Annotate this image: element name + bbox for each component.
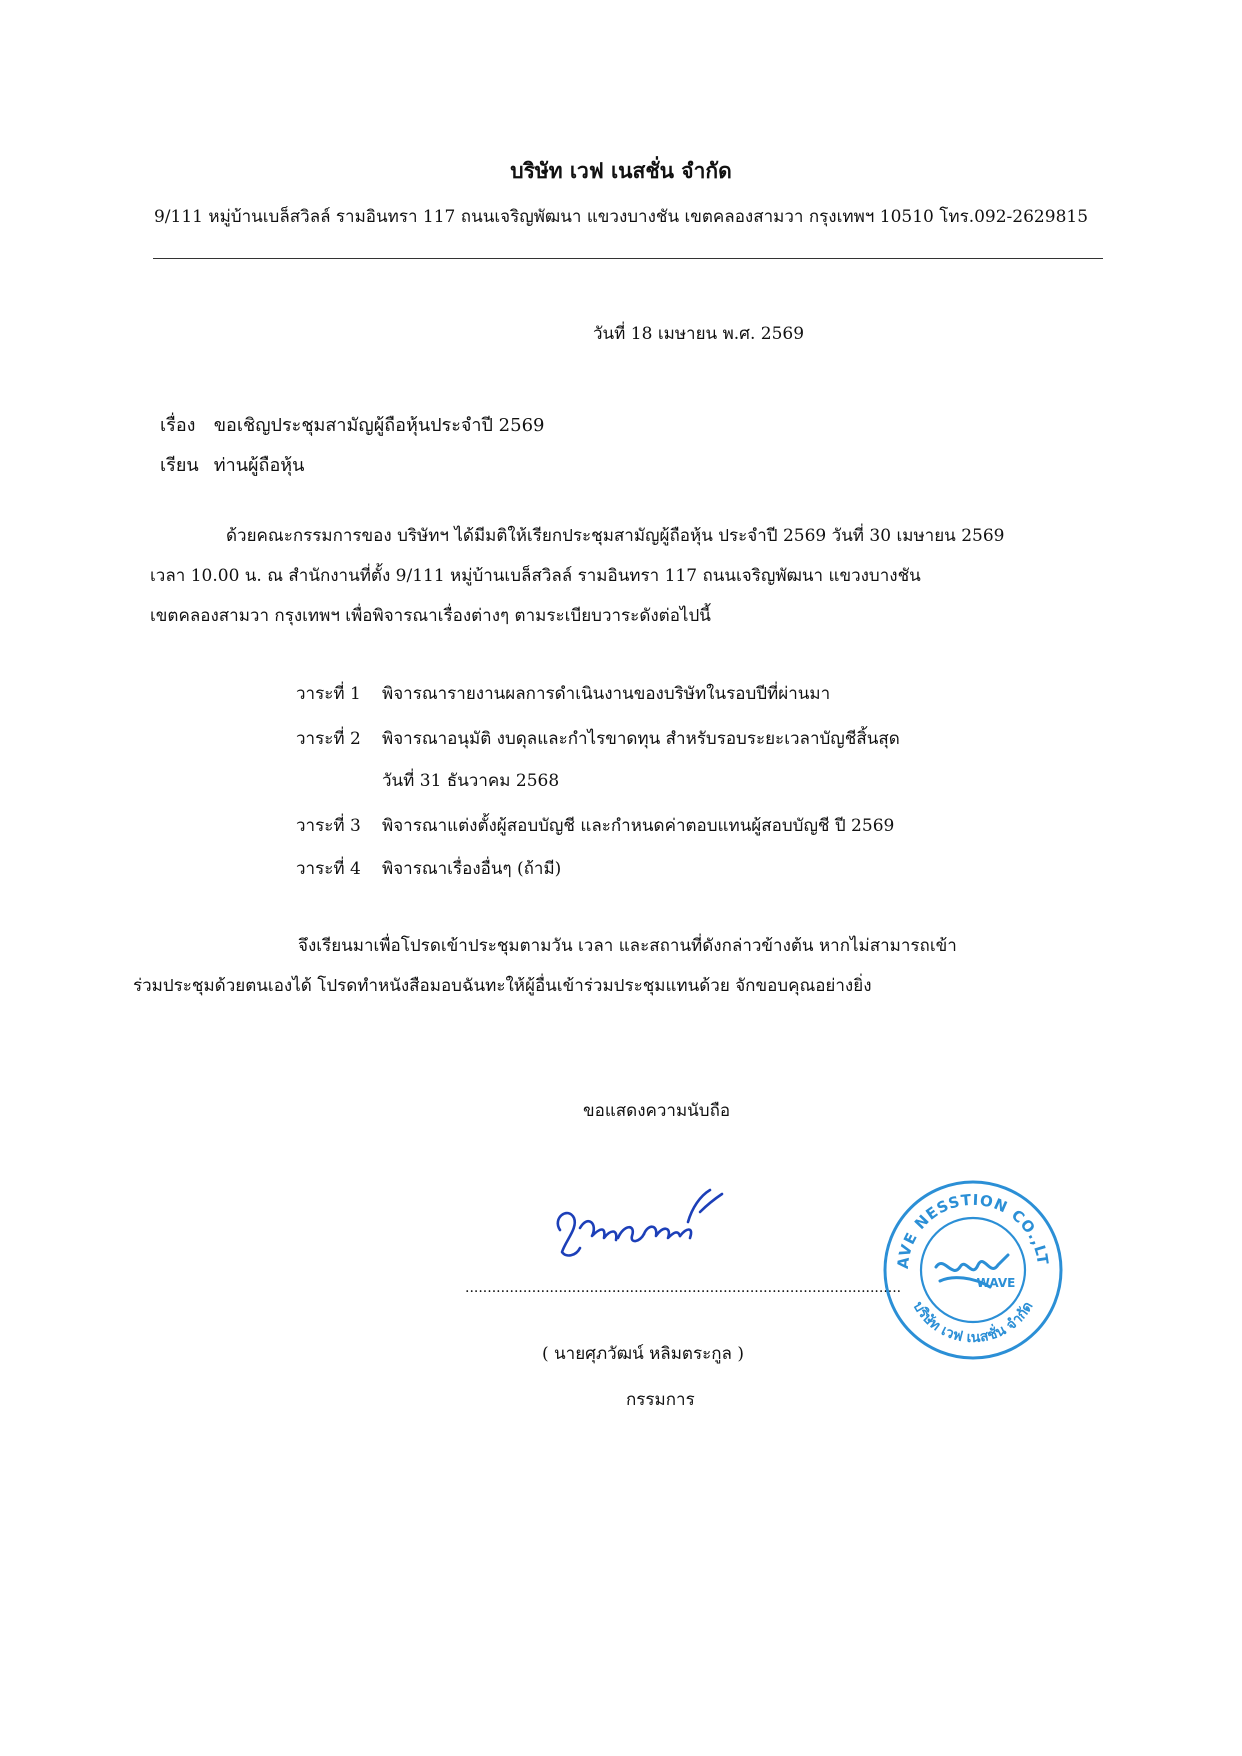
recipient-label: เรียน [160, 455, 199, 476]
company-stamp [878, 1175, 1068, 1369]
agenda-text: พิจารณารายงานผลการดำเนินงานของบริษัทในรอบปีที่ผ่านมา [382, 684, 831, 704]
stamp-logo-text: WAVE [976, 1276, 1016, 1290]
agenda-text: พิจารณาอนุมัติ งบดุลและกำไรขาดทุน สำหรับรอบระยะเวลาบัญชีสิ้นสุด [382, 729, 900, 749]
agenda-item [296, 725, 900, 752]
svg-text:WAVE NESSTION CO.,LTD. [878, 1175, 1052, 1270]
handwritten-signature [540, 1178, 730, 1272]
signature-dotted-line: .................................................................................................. [465, 1280, 902, 1296]
agenda-label: วาระที่ 4 [296, 859, 361, 879]
agenda-text: พิจารณาเรื่องอื่นๆ (ถ้ามี) [382, 859, 562, 879]
subject-line [160, 410, 545, 439]
subject-label: เรื่อง [160, 415, 196, 436]
closing-salutation: ขอแสดงความนับถือ [583, 1101, 731, 1121]
agenda-item [296, 855, 561, 882]
recipient-text: ท่านผู้ถือหุ้น [213, 455, 305, 476]
agenda-label: วาระที่ 3 [296, 816, 361, 836]
agenda-item [296, 680, 830, 707]
signer-title: กรรมการ [626, 1390, 695, 1410]
agenda-text: พิจารณาแต่งตั้งผู้สอบบัญชี และกำหนดค่าตอบแทนผู้สอบบัญชี ปี 2569 [382, 816, 895, 836]
recipient-line [160, 450, 304, 479]
body-paragraph-line: เขตคลองสามวา กรุงเทพฯ เพื่อพิจารณาเรื่องต่างๆ ตามระเบียบวาระดังต่อไปนี้ [150, 606, 711, 626]
agenda-label: วาระที่ 2 [296, 729, 361, 749]
body-paragraph-line: เวลา 10.00 น. ณ สำนักงานที่ตั้ง 9/111 หมู่บ้านเบล็สวิลล์ รามอินทรา 117 ถนนเจริญพัฒนา แขวงบางชัน [150, 566, 921, 586]
header-divider [153, 258, 1103, 259]
signer-name: ( นายศุภวัฒน์ หลิมตระกูล ) [542, 1344, 744, 1364]
agenda-continuation: วันที่ 31 ธันวาคม 2568 [382, 771, 560, 791]
agenda-item [296, 812, 894, 839]
letter-date: วันที่ 18 เมษายน พ.ศ. 2569 [593, 324, 805, 344]
conclusion-line: ร่วมประชุมด้วยตนเองได้ โปรดทำหนังสือมอบฉันทะให้ผู้อื่นเข้าร่วมประชุมแทนด้วย จักขอบคุณอย่างยิ่ง [133, 976, 872, 996]
conclusion-line: จึงเรียนมาเพื่อโปรดเข้าประชุมตามวัน เวลา และสถานที่ดังกล่าวข้างต้น หากไม่สามารถเข้า [298, 936, 957, 956]
company-address: 9/111 หมู่บ้านเบล็สวิลล์ รามอินทรา 117 ถนนเจริญพัฒนา แขวงบางชัน เขตคลองสามวา กรุงเทพฯ 10510 โทร.092-2629815 [153, 207, 1089, 227]
agenda-label: วาระที่ 1 [296, 684, 361, 704]
body-paragraph-line: ด้วยคณะกรรมการของ บริษัทฯ ได้มีมติให้เรียกประชุมสามัญผู้ถือหุ้น ประจำปี 2569 วันที่ 30 เมษายน 2569 [226, 526, 1005, 546]
stamp-outer-text-top: AVE NESSTION CO.,LT [893, 1190, 1052, 1270]
stamp-outer-text-bottom: บริษัท เวฟ เนสชั่น จำกัด [909, 1299, 1037, 1347]
subject-text: ขอเชิญประชุมสามัญผู้ถือหุ้นประจำปี 2569 [213, 415, 545, 436]
company-name: บริษัท เวฟ เนสชั่น จำกัด [510, 158, 732, 183]
